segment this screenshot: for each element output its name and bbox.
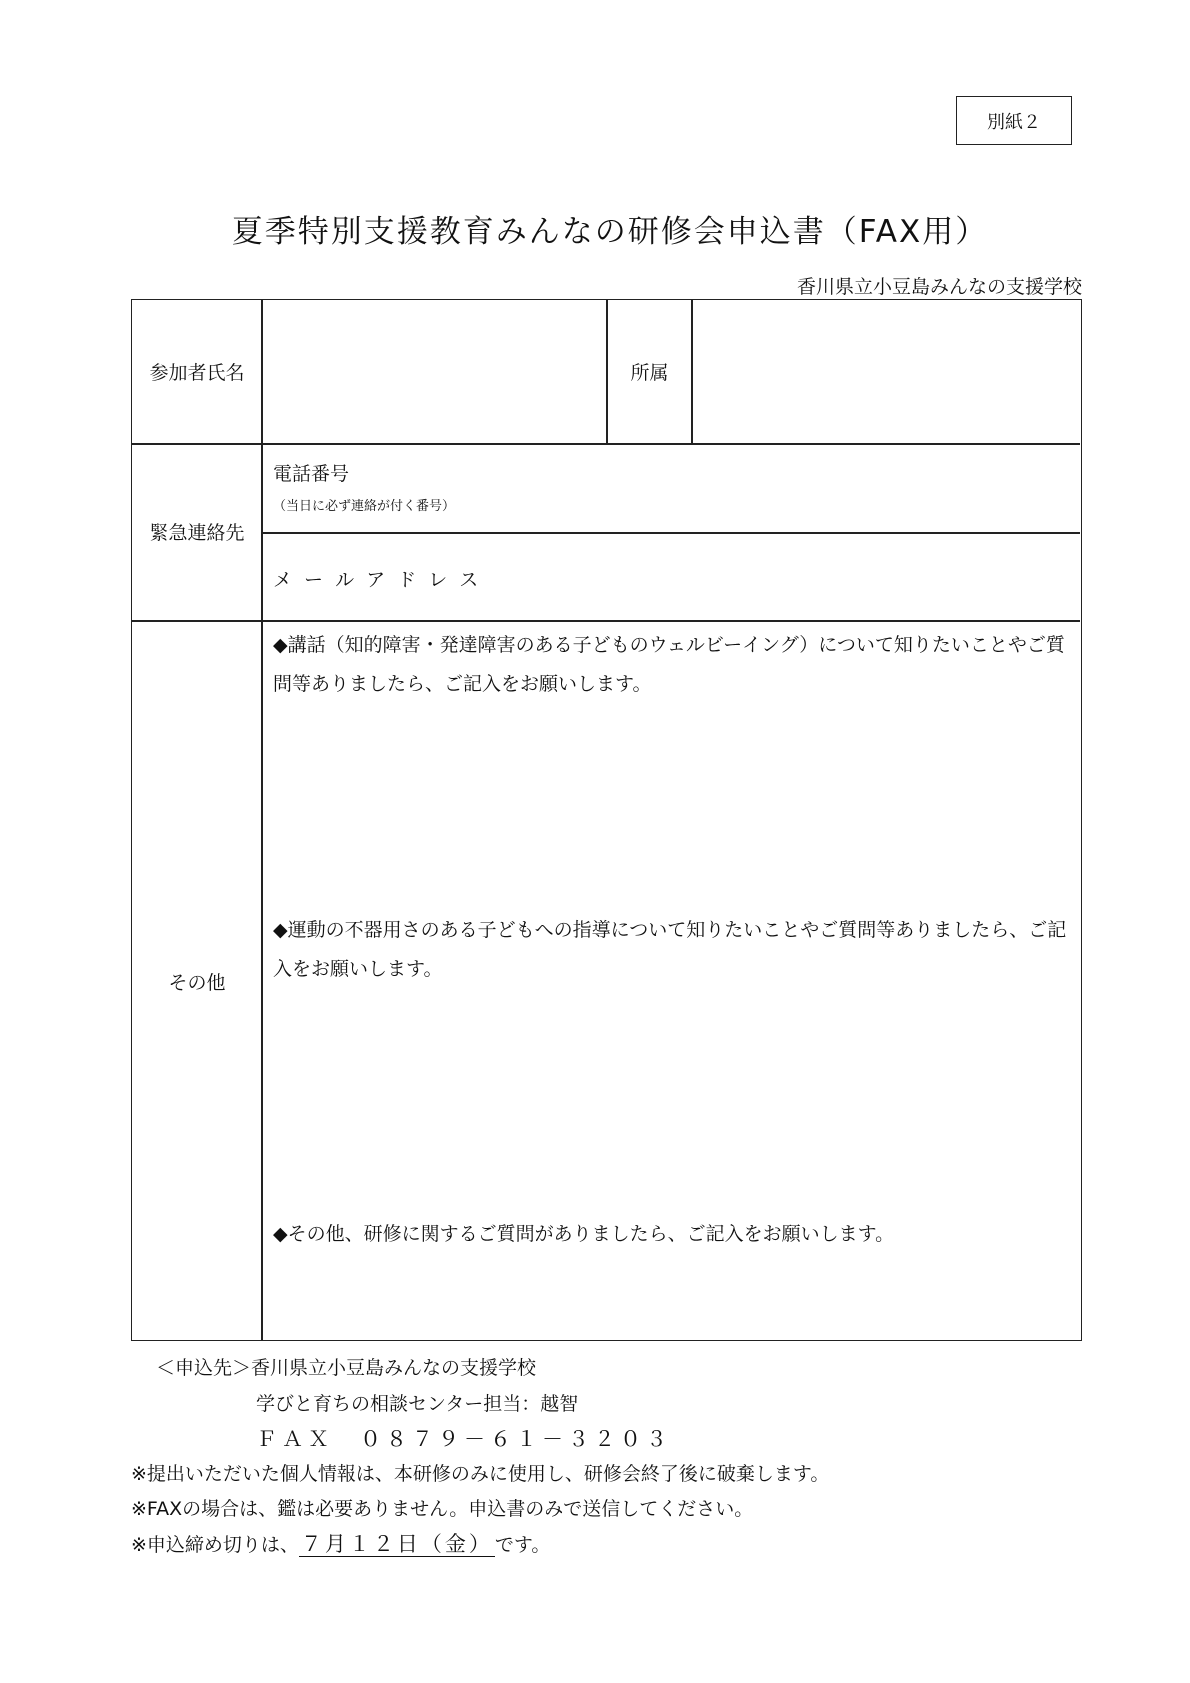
question-motor-skills: ◆運動の不器用さのある子どもへの指導について知りたいことやご質問等ありましたら、ご記入をお願いします。 [273, 919, 1067, 980]
fax-note: ※FAXの場合は、鑑は必要ありません。申込書のみで送信してください。 [131, 1498, 754, 1520]
phone-field[interactable] [263, 445, 1080, 532]
destination-school: 香川県立小豆島みんなの支援学校 [251, 1357, 537, 1379]
question-lecture: ◆講話（知的障害・発達障害のある子どものウェルビーイング）について知りたいことやご質問等ありましたら、ご記入をお願いします。 [273, 634, 1065, 695]
emergency-contact-label: 緊急連絡先 [149, 522, 245, 544]
application-form [131, 299, 1082, 1341]
email-field[interactable] [263, 534, 1080, 620]
deadline-suffix: です。 [494, 1534, 551, 1556]
affiliation-label: 所属 [630, 362, 669, 384]
phone-note: （当日に必ず連絡が付く番号） [273, 499, 456, 514]
row-divider-2 [132, 620, 1080, 622]
deadline-note [131, 1528, 550, 1558]
answer-lecture-field[interactable] [263, 710, 1080, 900]
page-title: 夏季特別支援教育みんなの研修会申込書（FAX用） [231, 214, 989, 250]
annex-label: 別紙２ [956, 96, 1072, 145]
deadline-prefix: ※申込締め切りは、 [131, 1534, 299, 1556]
answer-other-field[interactable] [263, 1260, 1080, 1338]
destination-prefix: ＜申込先＞ [156, 1357, 252, 1379]
privacy-note: ※提出いただいた個人情報は、本研修のみに使用し、研修会終了後に破棄します。 [131, 1463, 830, 1485]
school-name: 香川県立小豆島みんなの支援学校 [796, 276, 1082, 298]
participant-name-field[interactable] [263, 300, 605, 443]
question-other: ◆その他、研修に関するご質問がありましたら、ご記入をお願いします。 [273, 1223, 895, 1245]
answer-motor-skills-field[interactable] [263, 990, 1080, 1170]
email-label: メ ー ル ア ド レ ス [273, 569, 482, 591]
deadline-date: ７月１２日（金） [300, 1532, 493, 1556]
participant-name-label: 参加者氏名 [149, 362, 245, 384]
fax-number: ＦＡＸ ０８７９－６１－３２０３ [256, 1427, 672, 1451]
phone-label: 電話番号 [273, 463, 350, 485]
application-destination [156, 1353, 536, 1380]
other-label: その他 [168, 971, 226, 994]
affiliation-field[interactable] [693, 300, 1080, 443]
contact-person: 学びと育ちの相談センター担当：越智 [256, 1393, 579, 1415]
